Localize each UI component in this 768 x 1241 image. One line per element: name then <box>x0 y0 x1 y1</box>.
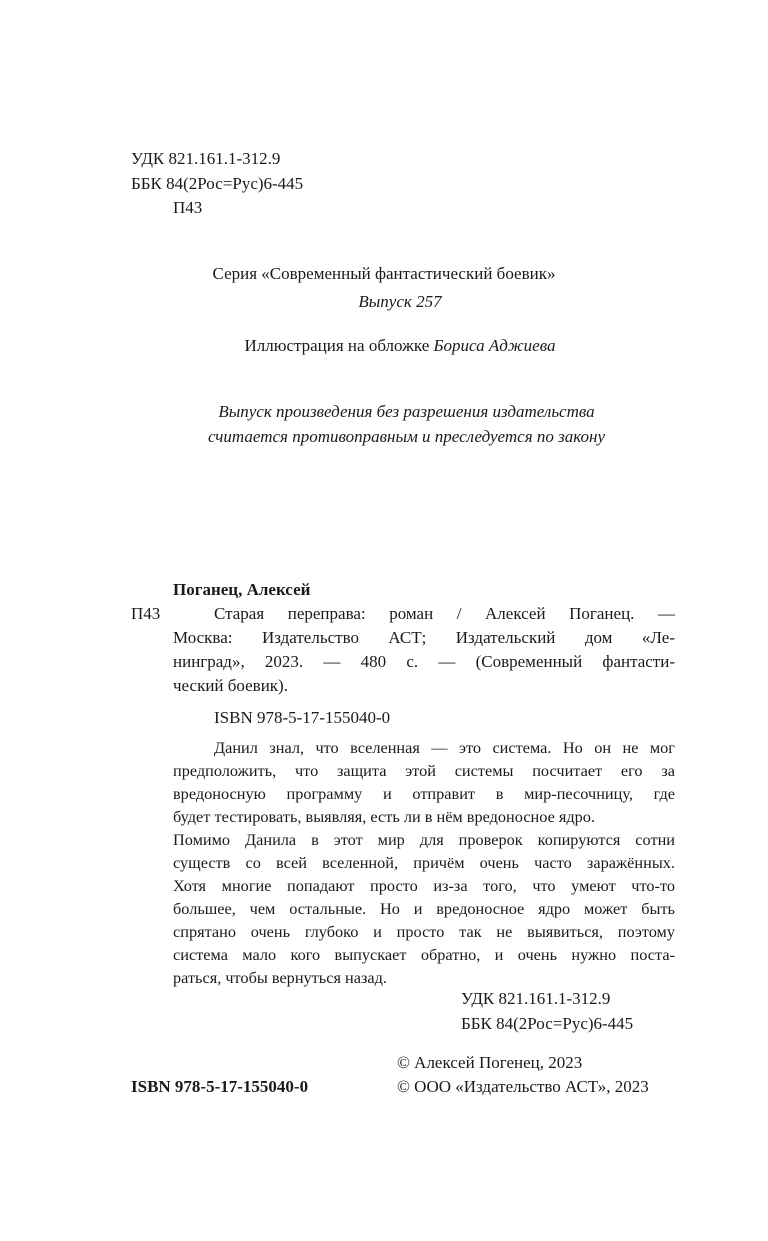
annotation-line-11: раться, чтобы вернуться назад. <box>173 968 387 987</box>
series-title: Серия «Современный фантастический боевик» <box>212 264 556 283</box>
annotation-line-10: система мало кого выпускает обратно, и очень нужно поста- <box>173 945 675 964</box>
catalog-line-4: ческий боевик). <box>173 676 288 695</box>
annotation-line-6: существ со всей вселенной, причём очень часто заражённых. <box>173 853 675 872</box>
legal-notice <box>0 399 768 449</box>
catalog-author: Поганец, Алексей <box>173 580 311 599</box>
illustration-prefix: Иллюстрация на обложке <box>244 336 434 355</box>
illustrator-name: Бориса Аджиева <box>433 336 556 355</box>
udk-code-bottom: УДК 821.161.1-312.9 <box>461 989 611 1008</box>
isbn-bold: ISBN 978-5-17-155040-0 <box>131 1077 309 1096</box>
copyright-publisher: © ООО «Издательство АСТ», 2023 <box>397 1077 649 1096</box>
bbk-code-bottom: ББК 84(2Рос=Рус)6-445 <box>461 1014 634 1033</box>
illustration-credit <box>0 333 768 358</box>
annotation-line-4: будет тестировать, выявляя, есть ли в нём вредоносное ядро. <box>173 807 596 826</box>
legal-notice-line-2: считается противоправным и преследуется по закону <box>207 427 606 446</box>
annotation-line-8: большее, чем остальные. Но и вредоносное ядро может быть <box>173 899 675 918</box>
catalog-line-2: Москва: Издательство АСТ; Издательский дом «Ле- <box>173 628 675 647</box>
issue-number: Выпуск 257 <box>358 292 442 311</box>
annotation-line-1: Данил знал, что вселенная — это система. Но он не мог <box>214 738 675 757</box>
catalog-isbn: ISBN 978-5-17-155040-0 <box>214 708 391 727</box>
annotation-line-2: предположить, что защита этой системы посчитает его за <box>173 761 675 780</box>
udk-code-top: УДК 821.161.1-312.9 <box>131 149 281 168</box>
legal-notice-line-1: Выпуск произведения без разрешения издательства <box>218 402 595 421</box>
catalog-line-1: Старая переправа: роман / Алексей Поганец. — <box>214 604 675 623</box>
annotation-line-5: Помимо Данила в этот мир для проверок копируются сотни <box>173 830 675 849</box>
annotation-line-3: вредоносную программу и отправит в мир-песочницу, где <box>173 784 675 803</box>
copyright-author: © Алексей Погенец, 2023 <box>397 1053 583 1072</box>
catalog-author-mark: П43 <box>131 604 161 623</box>
annotation-line-9: спрятано очень глубоко и просто так не выявиться, поэтому <box>173 922 675 941</box>
annotation-line-7: Хотя многие попадают просто из-за того, что умеют что-то <box>173 876 675 895</box>
bbk-code-top: ББК 84(2Рос=Рус)6-445 <box>131 174 304 193</box>
author-mark-top: П43 <box>173 198 203 217</box>
catalog-line-3: нинград», 2023. — 480 с. — (Современный фантасти- <box>173 652 675 671</box>
